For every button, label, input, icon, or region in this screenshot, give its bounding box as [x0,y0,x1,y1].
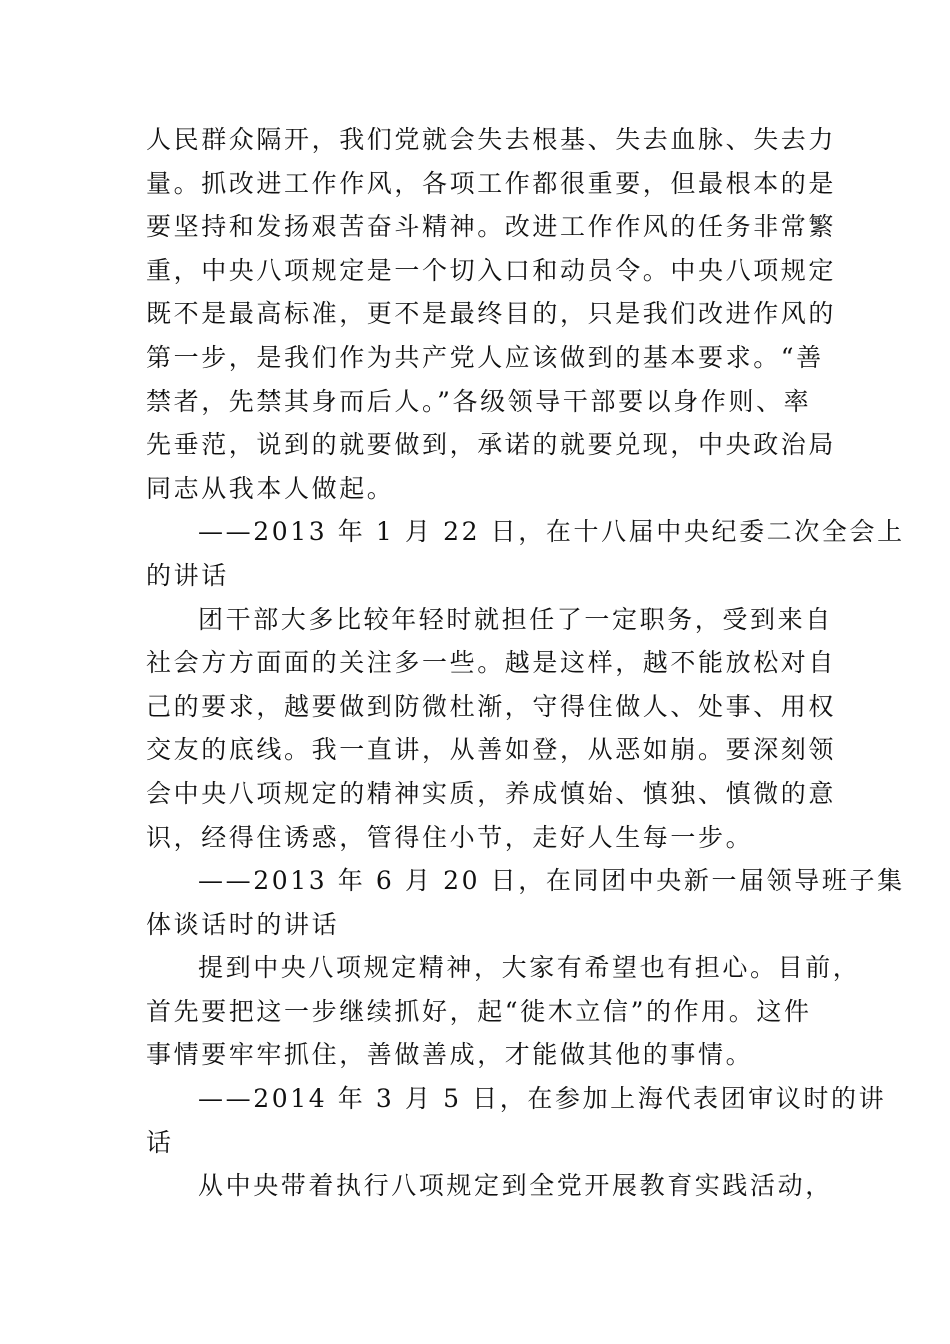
text-line: 既不是最高标准，更不是最终目的，只是我们改进作风的 [146,299,837,329]
text-line: 同志从我本人做起。 [146,473,395,503]
body-text [146,118,905,1208]
text-line: 重，中央八项规定是一个切入口和动员令。中央八项规定 [146,255,837,285]
paragraph-start-line: 提到中央八项规定精神，大家有希望也有担心。目前， [198,953,861,983]
citation-line: ——2013 年 6 月 20 日，在同团中央新一届领导班子集 [198,866,905,896]
text-line: 首先要把这一步继续抓好，起“徙木立信”的作用。这件 [146,996,812,1026]
text-line: 人民群众隔开，我们党就会失去根基、失去血脉、失去力 [146,125,837,154]
citation-line: 话 [146,1127,174,1157]
text-line: 要坚持和发扬艰苦奋斗精神。改进工作作风的任务非常繁 [146,212,837,242]
text-line: 己的要求，越要做到防微杜渐，守得住做人、处事、用权 [146,691,837,721]
text-line: 会中央八项规定的精神实质，养成慎始、慎独、慎微的意 [146,778,837,808]
text-line: 交友的底线。我一直讲，从善如登，从恶如崩。要深刻领 [146,735,837,765]
citation-line: ——2014 年 3 月 5 日，在参加上海代表团审议时的讲 [198,1084,887,1114]
text-line: 先垂范，说到的就要做到，承诺的就要兑现，中央政治局 [146,430,837,460]
text-line: 识，经得住诱惑，管得住小节，走好人生每一步。 [146,822,754,852]
citation-line: ——2013 年 1 月 22 日，在十八届中央纪委二次全会上 [198,517,905,547]
paragraph-start-line: 团干部大多比较年轻时就担任了一定职务，受到来自 [198,604,833,634]
text-line: 事情要牢牢抓住，善做善成，才能做其他的事情。 [146,1040,754,1070]
text-line: 第一步，是我们作为共产党人应该做到的基本要求。“善 [146,342,824,372]
text-line: 禁者，先禁其身而后人。”各级领导干部要以身作则、率 [146,386,812,416]
text-line: 社会方方面面的关注多一些。越是这样，越不能放松对自 [146,648,837,678]
citation-line: 的讲话 [146,560,229,590]
citation-line: 体谈话时的讲话 [146,909,340,939]
text-line: 量。抓改进工作作风，各项工作都很重要，但最根本的是 [146,168,837,198]
paragraph-start-line: 从中央带着执行八项规定到全党开展教育实践活动， [198,1171,833,1201]
